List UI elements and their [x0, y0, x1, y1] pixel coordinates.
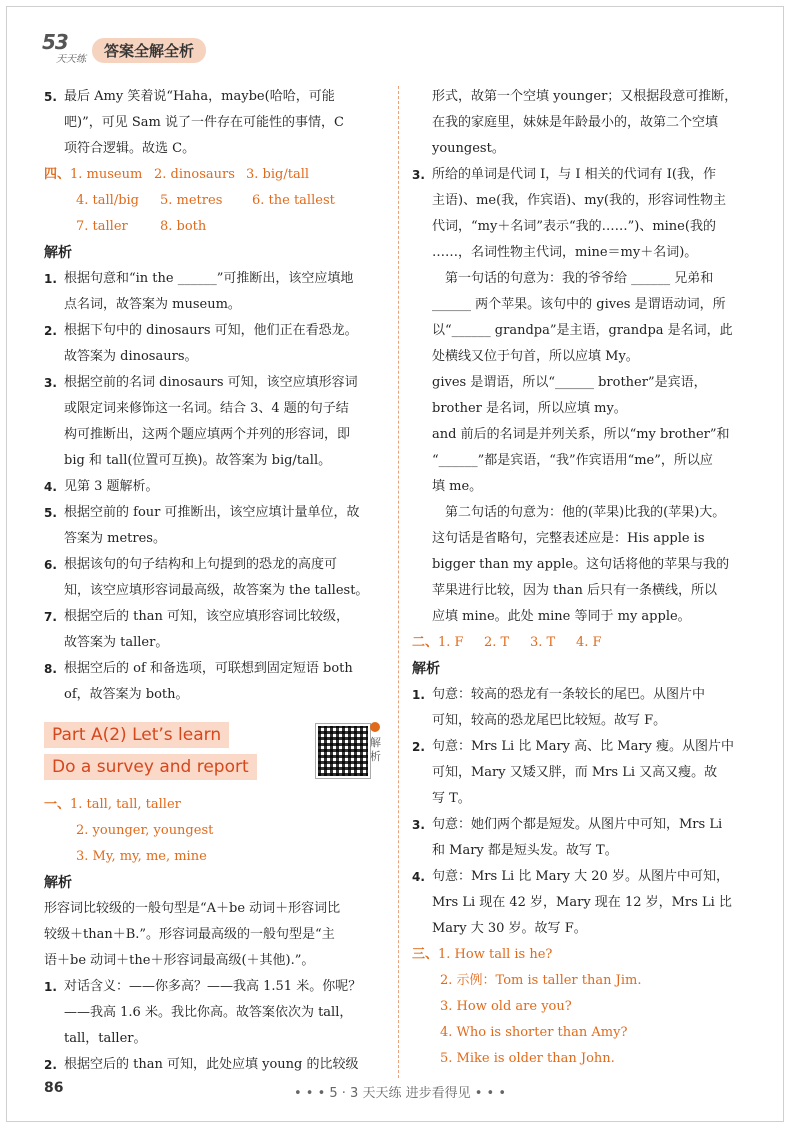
text-line: 以“______ grandpa”是主语，grandpa 是名词，此: [432, 323, 733, 338]
text-line: ______ 两个苹果。该句中的 gives 是谓语动词，所: [432, 297, 726, 312]
part-subtitle: Do a survey and report: [44, 754, 257, 780]
footer-slogan: • • • 5 · 3 天天练 进步看得见 • • •: [293, 1086, 506, 1101]
item-number: 4.: [44, 480, 57, 494]
text-line: 在我的家庭里，妹妹是年龄最小的，故第二个空填: [432, 115, 719, 130]
text-line: 这句话是省略句，完整表述应是：His apple is: [432, 531, 705, 546]
section-label: 一、: [44, 797, 71, 812]
left-column: [44, 84, 386, 1078]
analysis-list: [44, 974, 386, 1078]
text-line: gives 是谓语，所以“______ brother”是宾语，: [432, 375, 707, 390]
text-line: 知，该空应填形容词最高级，故答案为 the tallest。: [64, 583, 369, 598]
analysis-item: [44, 552, 386, 604]
qr-code[interactable]: [316, 724, 370, 778]
analysis-item: [44, 656, 386, 708]
text-line: 句意：较高的恐龙有一条较长的尾巴。从图片中: [432, 687, 706, 702]
text-line: Mrs Li 现在 42 岁，Mary 现在 12 岁，Mrs Li 比: [432, 895, 732, 910]
answer: 5. metres: [160, 193, 223, 208]
analysis-item: [44, 266, 386, 318]
answer: 5. Mike is older than John.: [440, 1051, 615, 1066]
answer: 3. T: [530, 635, 556, 650]
answer: 4. Who is shorter than Amy?: [440, 1025, 628, 1040]
text-line: 所给的单词是代词 I，与 I 相关的代词有 I(我，作: [432, 167, 717, 182]
text-line: 句意：Mrs Li 比 Mary 高、比 Mary 瘦。从图片中: [432, 739, 735, 754]
text-line: 可知，较高的恐龙尾巴比较短。故写 F。: [432, 713, 667, 728]
analysis-list: [412, 682, 752, 942]
text-line: 吧)”，可见 Sam 说了一件存在可能性的事情，C: [64, 115, 344, 130]
text-line: 答案为 metres。: [64, 531, 166, 546]
analysis-heading: 解析: [44, 875, 72, 891]
section-label: 三、: [412, 947, 439, 962]
analysis-item: [44, 604, 386, 656]
text-line: 根据空后的 of 和备选项，可联想到固定短语 both: [64, 661, 353, 676]
play-icon: [370, 722, 380, 732]
item-number: 3.: [412, 818, 425, 832]
analysis-item: [44, 370, 386, 474]
answer: 2. dinosaurs: [154, 167, 235, 182]
text-line: 根据空前的 four 可推断出，该空应填计量单位，故: [64, 505, 360, 520]
text-line: 可知，Mary 又矮又胖，而 Mrs Li 又高又瘦。故: [432, 765, 718, 780]
column-divider: [398, 86, 399, 1078]
right-column: [412, 84, 752, 1072]
text-line: 应填 mine。此处 mine 等同于 my apple。: [432, 609, 691, 624]
analysis-item: [44, 1052, 386, 1078]
qr-label: [370, 722, 384, 764]
answer: 1. F: [438, 635, 464, 650]
intro-paragraph: [44, 896, 386, 974]
text-line: and 前后的名词是并列关系，所以“my brother”和: [432, 427, 730, 442]
item-number: 7.: [44, 610, 57, 624]
analysis-heading: 解析: [44, 245, 72, 261]
item-number: 2.: [44, 324, 57, 338]
text-line: 和 Mary 都是短头发。故写 T。: [432, 843, 618, 858]
analysis-item: [412, 864, 752, 942]
item-number: 3.: [412, 168, 425, 182]
text-line: big 和 tall(位置可互换)。故答案为 big/tall。: [64, 453, 332, 468]
analysis-item: [44, 500, 386, 552]
text-line: 根据空后的 than 可知，此处应填 young 的比较级: [64, 1057, 359, 1072]
item-number: 4.: [412, 870, 425, 884]
part-title: Part A(2) Let’s learn: [44, 722, 229, 748]
text-line: 形式，故第一个空填 younger；又根据段意可推断，: [432, 89, 738, 104]
item-number: 6.: [44, 558, 57, 572]
text-line: 见第 3 题解析。: [64, 479, 159, 494]
answer: 6. the tallest: [252, 193, 335, 208]
analysis-list: [44, 266, 386, 708]
text-line: youngest。: [432, 141, 505, 156]
text-line: “______”都是宾语，“我”作宾语用“me”，所以应: [432, 453, 713, 468]
analysis-item: [412, 812, 752, 864]
text-line: 处横线又位于句首，所以应填 My。: [432, 349, 639, 364]
page-number: 86: [44, 1080, 64, 1096]
answer: 3. How old are you?: [440, 999, 572, 1014]
text-line: of，故答案为 both。: [64, 687, 189, 702]
text-line: 对话含义：——你多高？——我高 1.51 米。你呢？: [64, 979, 362, 994]
text-line: brother 是名词，所以应填 my。: [432, 401, 627, 416]
answer: 8. both: [160, 219, 207, 234]
text-line: 根据下句中的 dinosaurs 可知，他们正在看恐龙。: [64, 323, 358, 338]
text-line: tall，taller。: [64, 1031, 147, 1046]
text-line: 苹果进行比较，因为 than 后只有一条横线，所以: [432, 583, 717, 598]
item-number: 8.: [44, 662, 57, 676]
analysis-item: [412, 682, 752, 734]
text-line: 主语)、me(我，作宾语)、my(我的，形容词性物主: [432, 193, 726, 208]
item-number: 1.: [44, 980, 57, 994]
analysis-item: [44, 318, 386, 370]
text-line: 故答案为 taller。: [64, 635, 169, 650]
header-tag: 答案全解全析: [92, 38, 206, 63]
text-line: 句意：Mrs Li 比 Mary 大 20 岁。从图片中可知，: [432, 869, 729, 884]
item-number: 3.: [44, 376, 57, 390]
text-line: 点名词，故答案为 museum。: [64, 297, 241, 312]
paragraph: [412, 266, 752, 630]
answer: 4. tall/big: [76, 193, 140, 208]
section-label: 二、: [412, 635, 439, 650]
item-number: 1.: [412, 688, 425, 702]
section-two-answers: [412, 630, 752, 656]
qr-label-text: 解析: [370, 736, 381, 763]
text-line: 填 me。: [432, 479, 483, 494]
answer: 3. big/tall: [246, 167, 310, 182]
answer-item: [412, 162, 752, 266]
text-line: 较级＋than＋B.”。形容词最高级的一般句型是“主: [44, 927, 335, 942]
item-number: 2.: [412, 740, 425, 754]
answer: 7. taller: [76, 219, 128, 234]
answer: 1. tall, tall, taller: [70, 797, 181, 812]
text-line: 根据空后的 than 可知，该空应填形容词比较级，: [64, 609, 349, 624]
text-line: 最后 Amy 笑着说“Haha，maybe(哈哈，可能: [64, 89, 335, 104]
answer-item: [44, 84, 386, 162]
text-line: 构可推断出，这两个题应填两个并列的形容词，即: [64, 427, 351, 442]
item-number: 2.: [44, 1058, 57, 1072]
answer: 1. How tall is he?: [438, 947, 553, 962]
text-line: 根据句意和“in the ______”可推断出，该空应填地: [64, 271, 354, 286]
text-line: 代词，“my＋名词”表示“我的……”)、mine(我的: [432, 219, 716, 234]
section-three-answers: [412, 942, 752, 1072]
answer: 1. museum: [70, 167, 143, 182]
answer: 2. younger, youngest: [76, 823, 214, 838]
text-line: 第二句话的句意为：他的(苹果)比我的(苹果)大。: [445, 505, 726, 520]
text-line: 第一句话的句意为：我的爷爷给 ______ 兄弟和: [445, 271, 714, 286]
item-number: 1.: [44, 272, 57, 286]
analysis-item: [44, 474, 386, 500]
text-line: ——我高 1.6 米。我比你高。故答案依次为 tall，: [64, 1005, 353, 1020]
section-four-answers: [44, 162, 386, 240]
text-line: 写 T。: [432, 791, 471, 806]
answer: 2. 示例：Tom is taller than Jim.: [440, 973, 642, 988]
part-header: [44, 722, 386, 786]
text-line: 故答案为 dinosaurs。: [64, 349, 198, 364]
continued-text: [412, 84, 752, 162]
brand-logo: [42, 30, 88, 64]
text-line: 句意：她们两个都是短发。从图片中可知，Mrs Li: [432, 817, 723, 832]
item-number: 5.: [44, 90, 57, 104]
analysis-item: [44, 974, 386, 1052]
answer: 3. My, my, me, mine: [76, 849, 207, 864]
text-line: bigger than my apple。这句话将他的苹果与我的: [432, 557, 730, 572]
text-line: 根据空前的名词 dinosaurs 可知，该空应填形容词: [64, 375, 358, 390]
text-line: 或限定词来修饰这一名词。结合 3、4 题的句子结: [64, 401, 349, 416]
item-number: 5.: [44, 506, 57, 520]
text-line: 形容词比较级的一般句型是“A＋be 动词＋形容词比: [44, 901, 341, 916]
analysis-item: [412, 734, 752, 812]
text-line: 根据该句的句子结构和上句提到的恐龙的高度可: [64, 557, 338, 572]
text-line: 语＋be 动词＋the＋形容词最高级(＋其他).”。: [44, 953, 315, 968]
logo-number: 53: [42, 30, 68, 54]
text-line: Mary 大 30 岁。故写 F。: [432, 921, 587, 936]
answer: 2. T: [484, 635, 510, 650]
analysis-heading: 解析: [412, 661, 440, 677]
section-one-answers: [44, 792, 386, 870]
answer: 4. F: [576, 635, 602, 650]
section-label: 四、: [44, 167, 71, 182]
logo-subtitle: 天天练: [56, 54, 86, 65]
text-line: ……，名词性物主代词，mine＝my＋名词)。: [432, 245, 698, 260]
text-line: 项符合逻辑。故选 C。: [64, 141, 196, 156]
